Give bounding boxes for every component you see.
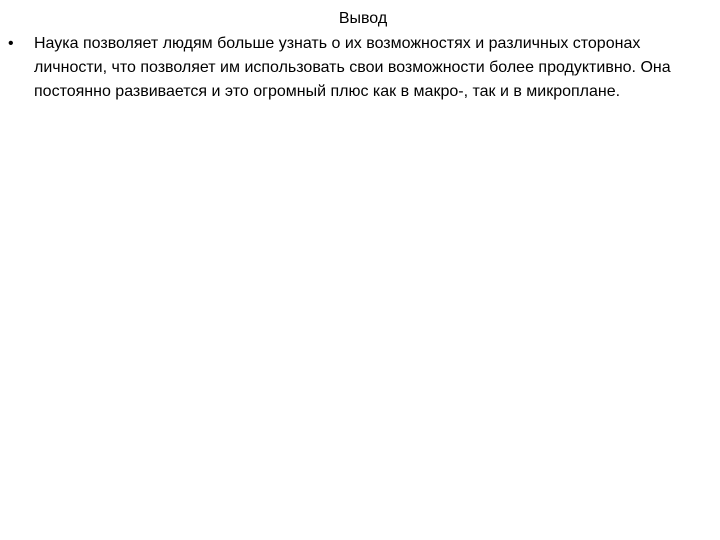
bullet-text: Наука позволяет людям больше узнать о их возможностях и различных сторонах личности, что позволяет им использовать свои возможности более продуктивно. Она постоянно развивается и это огромный плюс как в макро-, так и в микроплане. [34, 35, 671, 100]
slide-title: Вывод [338, 10, 388, 27]
bullet-item [8, 32, 708, 104]
bullet-list [8, 32, 708, 104]
bullet-icon: • [8, 35, 14, 52]
